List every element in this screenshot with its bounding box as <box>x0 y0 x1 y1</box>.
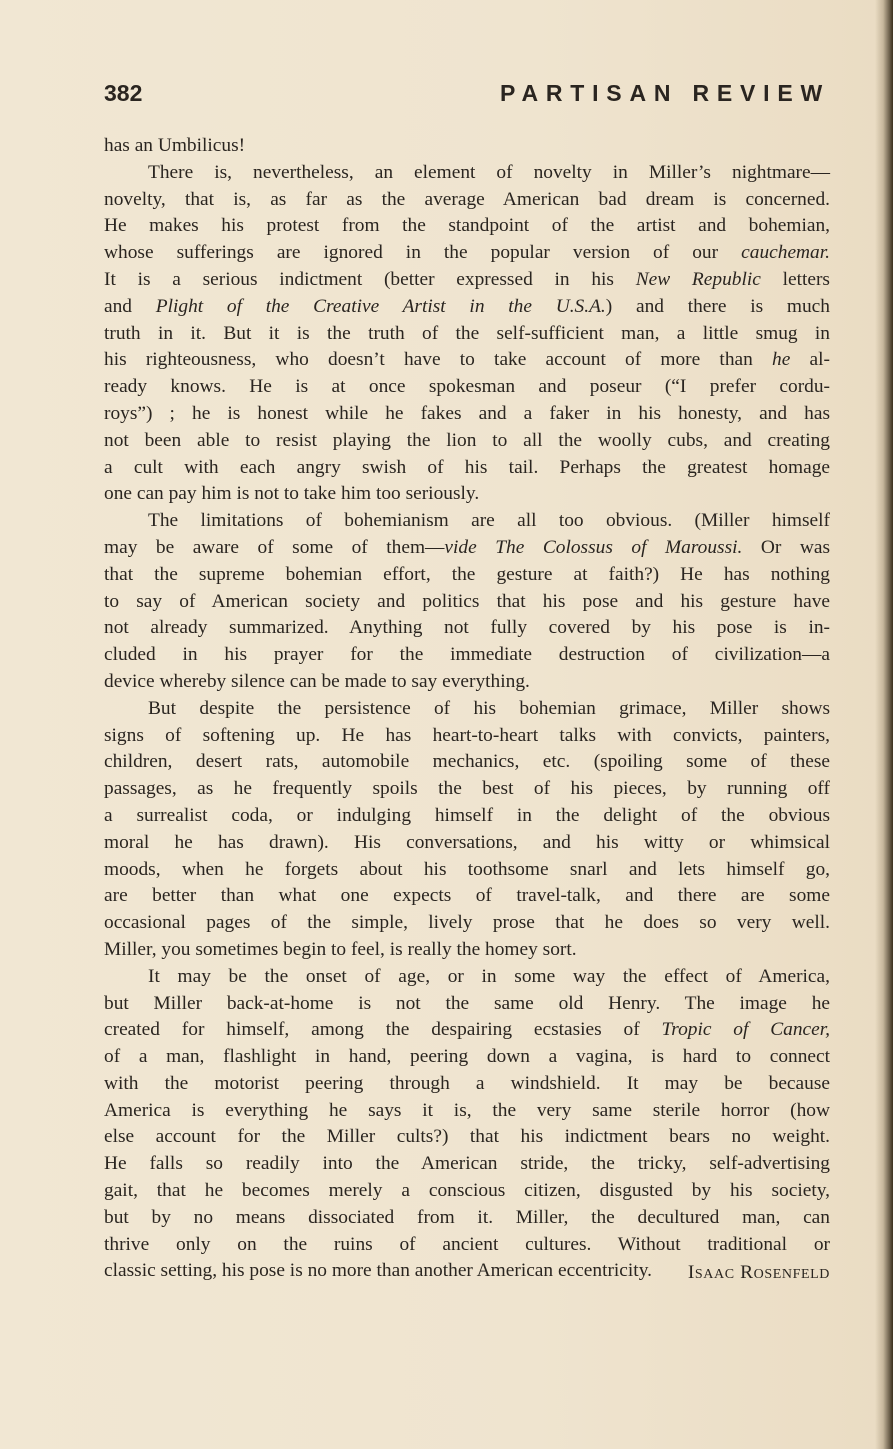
text-line: has an Umbilicus! <box>104 135 246 156</box>
text-line: cluded in his prayer for the immediate destruction of civilization—a <box>104 644 830 666</box>
text-line: novelty, that is, as far as the average American bad dream is concerned. <box>104 188 830 210</box>
running-head: PARTISAN REVIEW <box>500 80 830 106</box>
text-line: But despite the persistence of his bohemian grimace, Miller shows <box>148 697 830 719</box>
italic-phrase: Tropic of Cancer, <box>661 1019 830 1041</box>
text-line: else account for the Miller cults?) that his indictment bears no weight. <box>104 1126 830 1148</box>
page-edge-shadow <box>875 0 893 1449</box>
text-line: but Miller back-at-home is not the same old Henry. The image he <box>104 992 830 1014</box>
text-line: children, desert rats, automobile mechanics, etc. (spoiling some of these <box>104 751 830 773</box>
text-line: with the motorist peering through a windshield. It may be because <box>104 1072 830 1094</box>
text-line: moral he has drawn). His conversations, and his witty or whimsical <box>104 831 830 853</box>
italic-phrase: Plight of the Creative Artist in the U.S.A. <box>155 295 606 317</box>
text-line: gait, that he becomes merely a conscious citizen, disgusted by his society, <box>104 1180 830 1202</box>
text-line: not already summarized. Anything not fully covered by his pose is in- <box>104 617 830 639</box>
text-line: There is, nevertheless, an element of novelty in Miller’s nightmare— <box>148 161 830 183</box>
text-line: one can pay him is not to take him too seriously. <box>104 483 480 505</box>
text-line: that the supreme bohemian effort, the gesture at faith?) He has nothing <box>104 563 830 585</box>
text-line: occasional pages of the simple, lively prose that he does so very well. <box>104 912 830 934</box>
text-line: a cult with each angry swish of his tail. Perhaps the greatest homage <box>104 456 830 478</box>
italic-phrase: cauchemar. <box>741 242 830 264</box>
text-line: his righteousness, who doesn’t have to take account of more than he al- <box>104 349 830 371</box>
text-line: signs of softening up. He has heart-to-heart talks with convicts, painters, <box>104 724 830 746</box>
text-line: ready knows. He is at once spokesman and poseur (“I prefer cordu- <box>104 376 830 398</box>
italic-phrase: he <box>772 349 791 371</box>
text-line: are better than what one expects of travel-talk, and there are some <box>104 885 830 907</box>
text-line: It may be the onset of age, or in some way the effect of America, <box>148 965 830 987</box>
text-line: created for himself, among the despairing ecstasies of Tropic of Cancer, <box>104 1019 830 1041</box>
text-line: classic setting, his pose is no more than another American eccentricity. <box>104 1260 652 1282</box>
text-line: truth in it. But it is the truth of the self-sufficient man, a little smug in <box>104 322 830 344</box>
text-line: He makes his protest from the standpoint of the artist and bohemian, <box>104 215 830 237</box>
article-body <box>104 133 830 1285</box>
text-line: roys”) ; he is honest while he fakes and a faker in his honesty, and has <box>104 402 830 424</box>
text-line: thrive only on the ruins of ancient cultures. Without traditional or <box>104 1233 830 1255</box>
page-header <box>104 80 830 112</box>
text-line: The limitations of bohemianism are all too obvious. (Miller himself <box>148 510 830 532</box>
text-line: It is a serious indictment (better expressed in his New Republic letters <box>104 268 830 290</box>
italic-phrase: vide The Colossus of Maroussi. <box>444 536 743 558</box>
text-line: America is everything he says it is, the very same sterile horror (how <box>104 1099 830 1121</box>
page-number: 382 <box>104 80 143 106</box>
text-line: Miller, you sometimes begin to feel, is really the homey sort. <box>104 938 577 960</box>
text-line: but by no means dissociated from it. Miller, the decultured man, can <box>104 1206 830 1228</box>
text-line: He falls so readily into the American stride, the tricky, self-advertising <box>104 1153 830 1175</box>
text-line: passages, as he frequently spoils the best of his pieces, by running off <box>104 778 830 800</box>
text-line: may be aware of some of them—vide The Colossus of Maroussi. Or was <box>104 536 830 558</box>
author-signature: Isaac Rosenfeld <box>687 1262 830 1283</box>
text-line: and Plight of the Creative Artist in the U.S.A.) and there is much <box>104 295 830 317</box>
text-line: to say of American society and politics that his pose and his gesture have <box>104 590 830 612</box>
text-line: a surrealist coda, or indulging himself in the delight of the obvious <box>104 804 830 826</box>
text-line: of a man, flashlight in hand, peering down a vagina, is hard to connect <box>104 1046 830 1068</box>
text-line: moods, when he forgets about his toothsome snarl and lets himself go, <box>104 858 830 880</box>
italic-phrase: New Republic <box>635 268 761 290</box>
text-line: device whereby silence can be made to say everything. <box>104 670 530 692</box>
text-line: not been able to resist playing the lion to all the woolly cubs, and creating <box>104 429 830 451</box>
text-line: whose sufferings are ignored in the popular version of our cauchemar. <box>104 242 830 264</box>
